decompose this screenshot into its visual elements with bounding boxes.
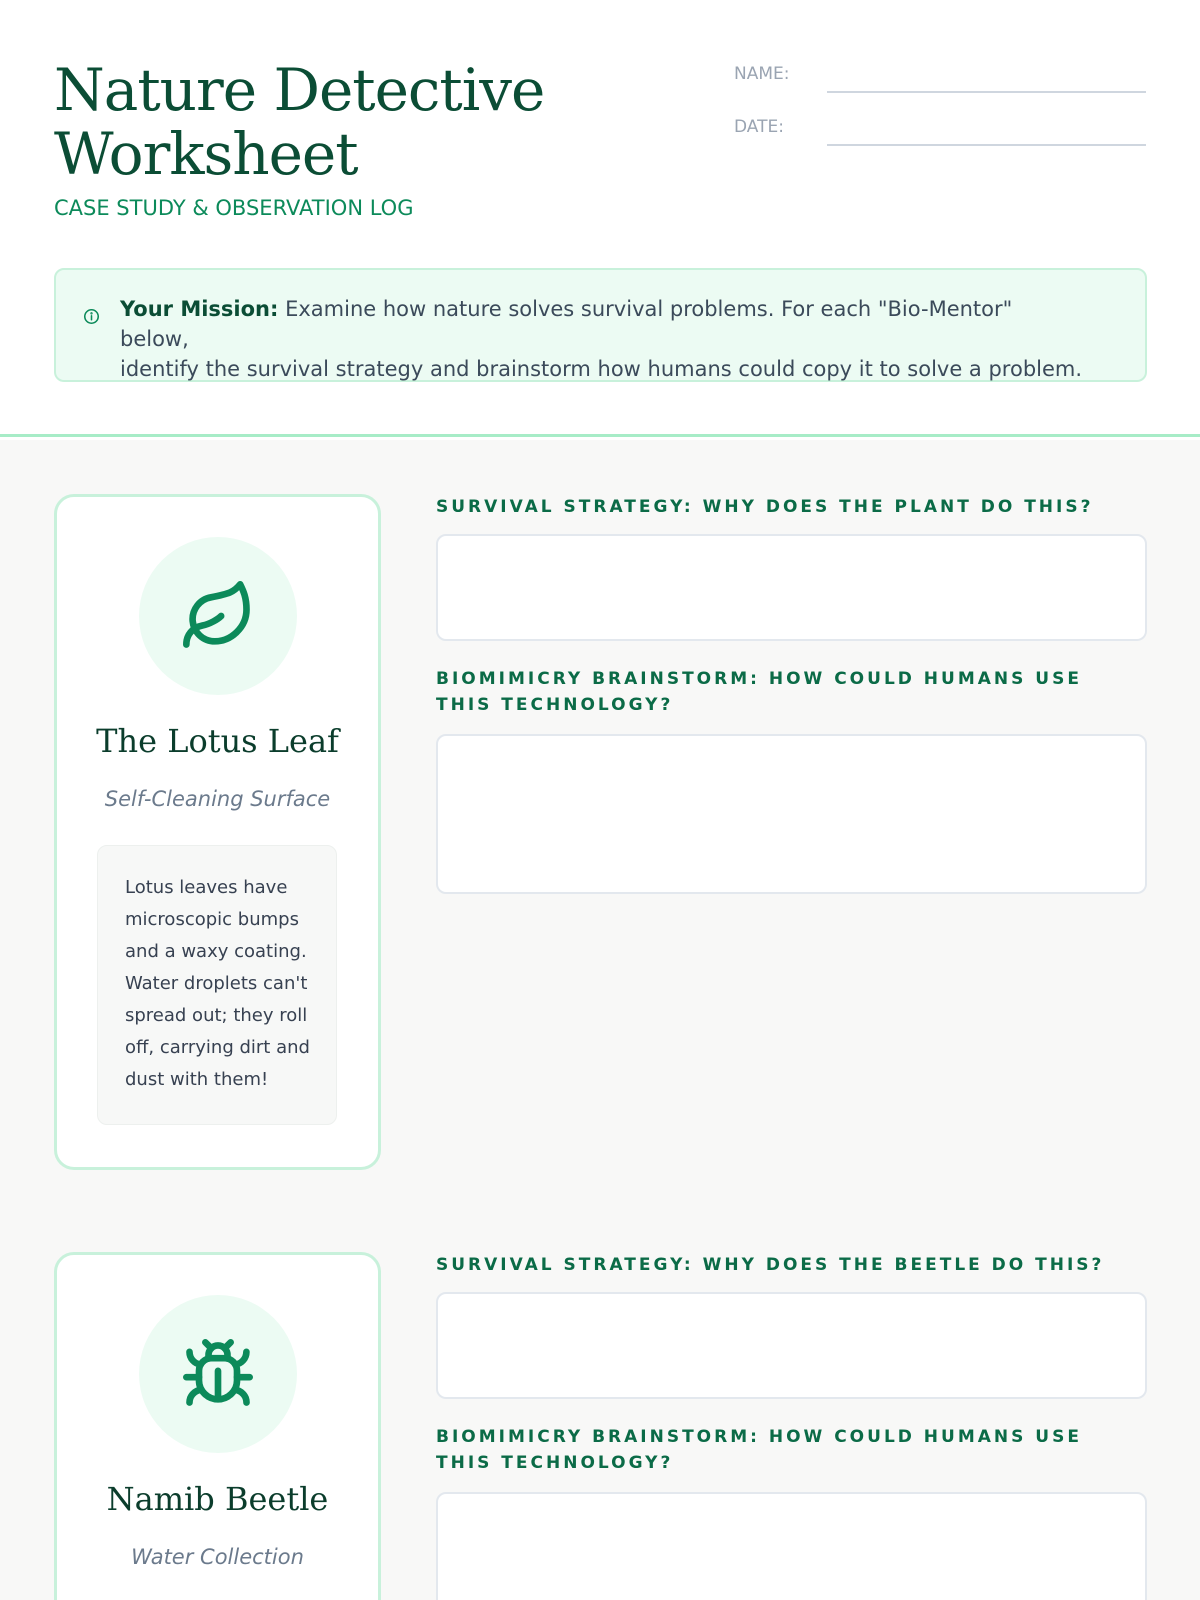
mentor-tagline: Self-Cleaning Surface: [104, 787, 331, 811]
strategy-question: SURVIVAL STRATEGY: WHY DOES THE PLANT DO THIS?: [436, 497, 1094, 517]
date-row: [734, 115, 1146, 168]
mentor-name: The Lotus Leaf: [96, 722, 339, 760]
strategy-question: SURVIVAL STRATEGY: WHY DOES THE BEETLE DO THIS?: [436, 1255, 1105, 1275]
mentor-description: Lotus leaves have microscopic bumps and a waxy coating. Water droplets can't spread out; they roll off, carrying dirt and dust with them!: [97, 845, 337, 1125]
name-field[interactable]: [827, 91, 1146, 93]
bio-mentor-card: [54, 494, 381, 1170]
date-field[interactable]: [827, 144, 1146, 146]
mission-line-2: identify the survival strategy and brainstorm how humans could copy it to solve a problem.: [120, 357, 1083, 381]
cases-section: [0, 440, 1200, 1600]
name-row: [734, 62, 1146, 115]
leaf-icon: [180, 578, 256, 654]
mission-text: [120, 294, 1085, 384]
strategy-answer-box[interactable]: [436, 1292, 1147, 1399]
mission-line-1: Examine how nature solves survival problems. For each "Bio-Mentor" below,: [120, 297, 1013, 351]
mentor-name: Namib Beetle: [106, 1480, 329, 1518]
title-line-1: Nature Detective: [54, 56, 545, 124]
info-icon: [83, 308, 100, 325]
mission-box: [54, 268, 1147, 382]
icon-badge: [139, 537, 297, 695]
date-label: DATE:: [734, 117, 784, 137]
brainstorm-question: BIOMIMICRY BRAINSTORM: HOW COULD HUMANS USE THIS TECHNOLOGY?: [436, 1427, 1082, 1473]
brainstorm-answer-box[interactable]: [436, 1492, 1147, 1600]
brainstorm-question: BIOMIMICRY BRAINSTORM: HOW COULD HUMANS USE THIS TECHNOLOGY?: [436, 669, 1082, 715]
page-title: [54, 58, 544, 186]
brainstorm-answer-box[interactable]: [436, 734, 1147, 894]
mission-heading: Your Mission:: [120, 297, 279, 321]
student-info: [734, 62, 1146, 168]
mentor-tagline: Water Collection: [131, 1545, 304, 1569]
name-label: NAME:: [734, 64, 790, 84]
page-subtitle: CASE STUDY & OBSERVATION LOG: [54, 196, 414, 220]
worksheet-header: [0, 0, 1200, 437]
title-line-2: Worksheet: [54, 120, 358, 188]
bio-mentor-card: [54, 1252, 381, 1600]
bug-icon: [180, 1336, 256, 1412]
strategy-answer-box[interactable]: [436, 534, 1147, 641]
icon-badge: [139, 1295, 297, 1453]
